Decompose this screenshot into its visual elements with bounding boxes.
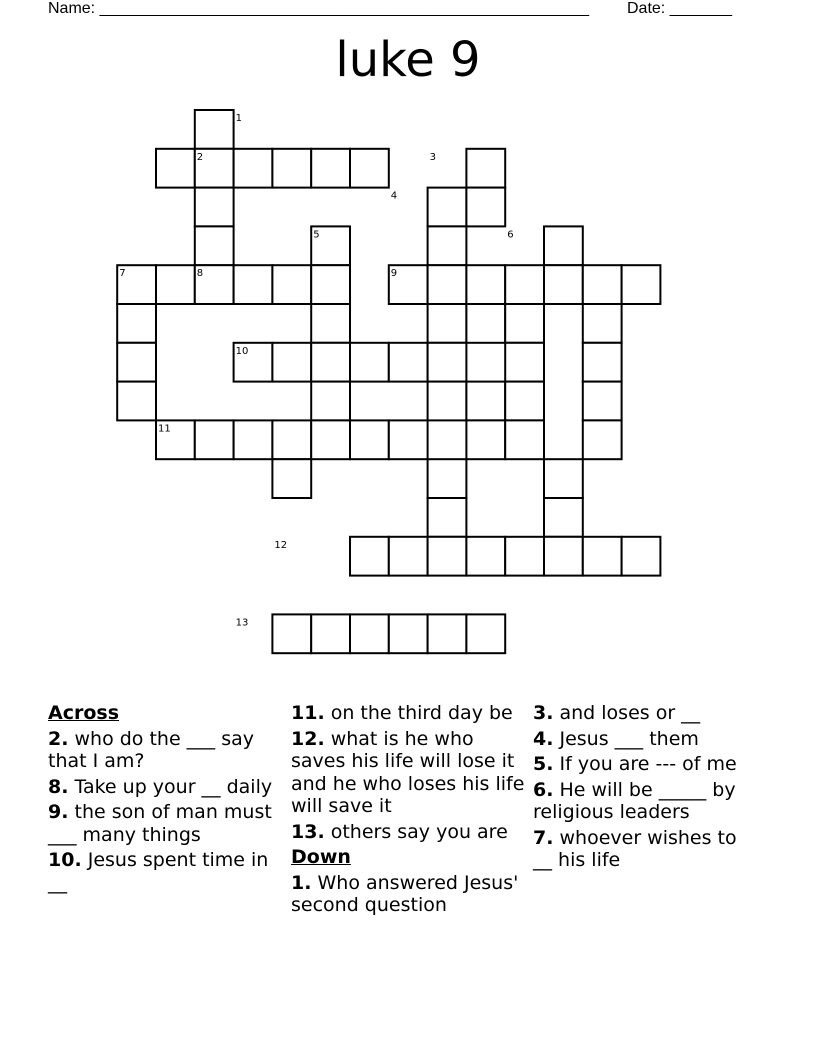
grid-cell[interactable] [622,265,661,304]
clue-number-5: 5 [313,229,320,241]
clue-number-13: 13 [235,617,249,629]
grid-cell[interactable] [311,382,350,421]
grid-cell[interactable] [234,265,273,304]
down-heading: Down [291,846,351,868]
grid-cell[interactable] [195,226,234,265]
clue-down-4: 4. Jesus ___ them [533,727,699,750]
grid-cell[interactable] [428,265,467,304]
grid-cell[interactable] [117,382,156,421]
clue-down-6: 6. He will be _____ by religious leaders [533,778,736,823]
grid-cell[interactable] [466,188,505,227]
grid-cell[interactable] [389,614,428,653]
grid-cell[interactable] [389,343,428,382]
clue-down-5: 5. If you are --- of me [533,753,737,775]
grid-cell[interactable] [156,265,195,304]
clue-number-1: 1 [235,113,242,124]
page-title: luke 9 [335,32,481,88]
grid-cell[interactable] [195,188,234,227]
grid-cell[interactable] [311,343,350,382]
clue-across-9: 9. the son of man must ___ many things [48,801,272,846]
grid-cell[interactable] [311,420,350,459]
grid-cell[interactable] [428,188,467,227]
grid-cell[interactable] [505,420,544,459]
grid-cell[interactable] [544,459,583,498]
clue-number-7: 7 [119,268,126,280]
clue-number-9: 9 [390,268,398,280]
grid-cell[interactable] [505,304,544,343]
grid-cell[interactable] [234,420,273,459]
grid-cell[interactable] [466,420,505,459]
grid-cell[interactable] [311,149,350,188]
grid-cell[interactable] [505,265,544,304]
grid-cell[interactable] [544,226,583,265]
grid-cell[interactable] [583,265,622,304]
grid-cell[interactable] [350,614,389,653]
grid-cell[interactable] [311,265,350,304]
grid-cell[interactable] [428,459,467,498]
grid-cell[interactable] [350,343,389,382]
clue-number-10: 10 [235,345,249,357]
grid-cell[interactable] [583,537,622,576]
clue-across-8: 8. Take up your __ daily [48,775,273,798]
clue-number-11: 11 [158,423,171,435]
grid-cell[interactable] [428,498,467,537]
grid-cell[interactable] [156,149,195,188]
clue-across-2: 2. who do the ___ say that I am? [48,727,255,772]
clue-column-1 [48,702,278,897]
grid-cell[interactable] [350,149,389,188]
grid-cell[interactable] [466,614,505,653]
grid-cell[interactable] [428,382,467,421]
grid-cell[interactable] [544,537,583,576]
date-field: Date: _______ [627,0,732,17]
grid-cell[interactable] [466,537,505,576]
grid-cell[interactable] [350,537,389,576]
clue-column-2 [291,702,526,920]
grid-cell[interactable] [583,382,622,421]
grid-cell[interactable] [428,343,467,382]
grid-cell[interactable] [272,420,311,459]
grid-cell[interactable] [389,420,428,459]
clue-number-6: 6 [507,229,514,241]
clue-number-12: 12 [274,539,288,551]
grid-cell[interactable] [466,265,505,304]
grid-cell[interactable] [311,614,350,653]
grid-cell[interactable] [117,343,156,382]
grid-cell[interactable] [466,382,505,421]
grid-cell[interactable] [234,149,273,188]
grid-cell[interactable] [428,226,467,265]
clue-down-1: 1. Who answered Jesus' second question [291,871,519,916]
grid-cell[interactable] [117,304,156,343]
grid-cell[interactable] [505,343,544,382]
grid-cell[interactable] [505,382,544,421]
grid-cell[interactable] [272,265,311,304]
clue-across-10: 10. Jesus spent time in __ [48,849,269,894]
grid-cell[interactable] [583,304,622,343]
clue-column-3 [533,702,753,875]
grid-cell[interactable] [583,343,622,382]
grid-cell[interactable] [428,304,467,343]
grid-cell[interactable] [428,614,467,653]
clue-across-11: 11. on the third day be [291,702,513,724]
clue-number-4: 4 [390,190,398,202]
grid-cell[interactable] [272,614,311,653]
clue-across-13: 13. others say you are [291,820,508,843]
name-field: Name: _______________________________________________________ [48,0,589,17]
grid-cell[interactable] [505,537,544,576]
clue-number-2: 2 [196,151,204,163]
grid-cell[interactable] [311,304,350,343]
across-heading: Across [48,702,120,724]
clue-down-3: 3. and loses or __ [533,702,701,724]
clue-number-8: 8 [196,268,204,280]
grid-cell[interactable] [544,498,583,537]
clue-across-12: 12. what is he who saves his life will lose it and he who loses his life will save it [291,727,525,817]
grid-cell[interactable] [195,420,234,459]
grid-cell[interactable] [466,304,505,343]
grid-cell[interactable] [544,265,583,304]
grid-cell[interactable] [272,149,311,188]
grid-cell[interactable] [195,110,234,149]
clue-number-3: 3 [429,151,436,163]
grid-cell[interactable] [622,537,661,576]
grid-cell[interactable] [466,149,505,188]
grid-cell[interactable] [272,459,311,498]
grid-cell[interactable] [272,343,311,382]
clue-down-7: 7. whoever wishes to __ his life [533,826,737,871]
grid-cell[interactable] [428,537,467,576]
grid-cell[interactable] [583,420,622,459]
grid-cell[interactable] [389,537,428,576]
grid-cell[interactable] [350,420,389,459]
